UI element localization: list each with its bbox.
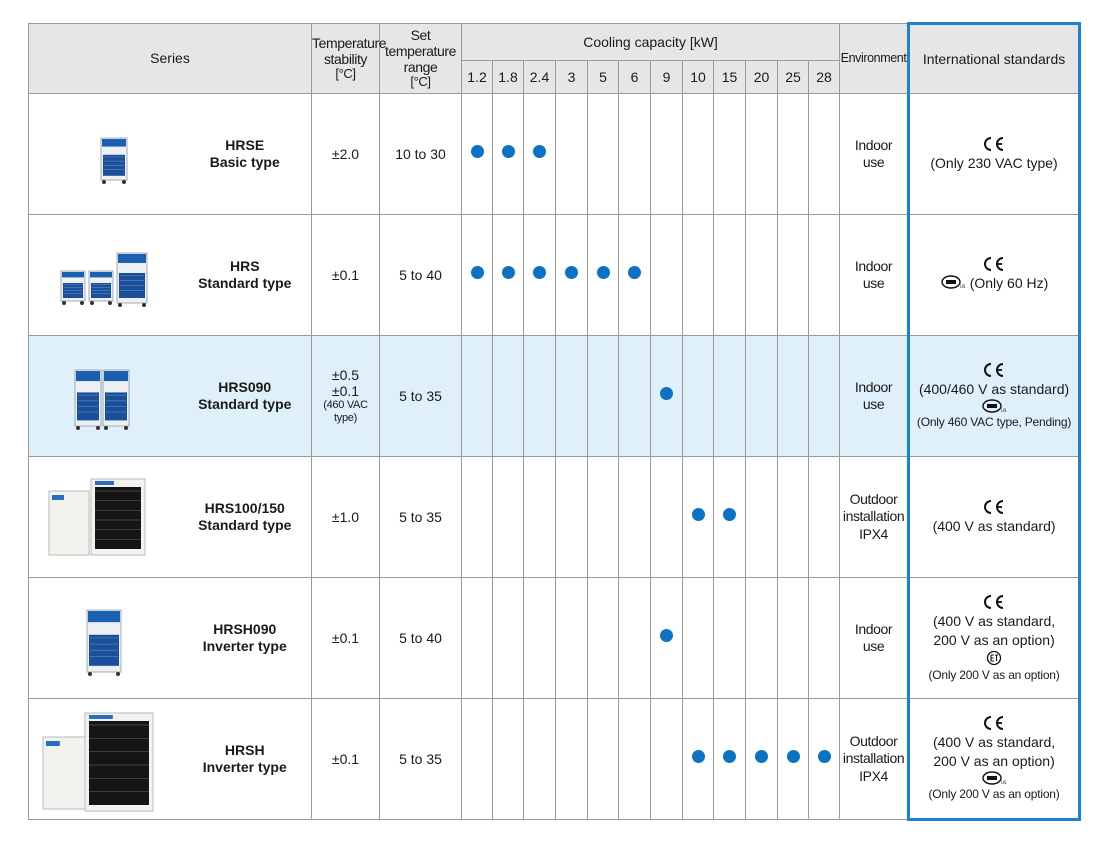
international-standards-header: International standards [909,24,1080,94]
series-name-cell [179,94,312,215]
svg-text:US: US [959,283,966,289]
series-name-cell [179,336,312,457]
temp-stability-cell [312,215,380,336]
international-standards-cell [909,578,1080,699]
capacity-cell [588,578,619,699]
ce-mark-icon [910,499,1078,517]
series-model: HRS090 [218,378,272,395]
series-header: Series [29,24,312,94]
capacity-dot-icon [597,266,610,279]
capacity-header-cell: 15 [714,61,746,94]
hrs090-chiller-image [29,340,179,452]
capacity-cell [524,578,556,699]
environment-cell [840,457,909,578]
temp-stability-value: ±0.1 [331,751,360,767]
capacity-cell [556,457,588,578]
capacity-cell [588,215,619,336]
temp-stability-cell [312,457,380,578]
series-image-cell [29,457,179,578]
capacity-cell [746,94,778,215]
capacity-header-cell: 10 [683,61,714,94]
series-type: Standard type [198,275,292,291]
environment-header: Environment [840,24,909,94]
hrs-chiller-image [29,219,179,331]
capacity-dot-icon [660,387,673,400]
set-temp-range-cell: 5 to 35 [380,336,462,457]
capacity-header-cell: 20 [746,61,778,94]
capacity-cell [588,94,619,215]
etl-mark-icon [910,650,1078,668]
set-temp-range-cell: 10 to 30 [380,94,462,215]
international-standards-cell [909,336,1080,457]
capacity-dot-icon [471,145,484,158]
capacity-dot-icon [533,266,546,279]
capacity-cell [683,457,714,578]
hrs100-chiller-image [29,461,179,573]
capacity-header-cell: 1.2 [462,61,493,94]
set-temp-range-unit: [°C] [410,74,431,90]
capacity-cell [619,457,651,578]
temp-stability-value: ±1.0 [331,509,360,525]
svg-text:US: US [1001,780,1007,786]
series-name-cell [179,457,312,578]
environment-line: use [862,275,885,291]
met-mark-icon [940,275,966,294]
table-row [29,457,1080,578]
capacity-cell [524,457,556,578]
capacity-cell [778,215,809,336]
temp-stability-value: ±0.5 [331,366,360,383]
met-mark-icon [910,399,1078,415]
capacity-cell [493,578,524,699]
temp-stability-value: ±0.1 [331,630,360,646]
capacity-cell [619,215,651,336]
standard-note-line [910,274,1078,294]
capacity-cell [524,94,556,215]
capacity-dot-icon [723,750,736,763]
temp-stability-value: ±0.1 [331,267,360,283]
hrsh090-chiller-image [29,582,179,694]
hrse-chiller-image [29,98,179,210]
capacity-dot-icon [628,266,641,279]
international-standards-cell [909,94,1080,215]
environment-line: IPX4 [859,525,888,542]
environment-cell [840,94,909,215]
capacity-dot-icon [502,145,515,158]
environment-line: Indoor [854,136,893,153]
capacity-cell [462,215,493,336]
table-row [29,336,1080,457]
series-type: Inverter type [202,638,287,654]
capacity-cell [493,94,524,215]
capacity-cell [462,457,493,578]
temp-stability-unit: [°C] [335,66,356,82]
capacity-cell [746,215,778,336]
series-type: Standard type [198,517,292,533]
environment-cell [840,336,909,457]
capacity-cell [809,457,840,578]
standard-note-line: (400/460 V as standard) [918,381,1070,398]
series-image-cell [29,215,179,336]
capacity-cell [809,94,840,215]
standard-note-line: (400 V as standard) [932,517,1056,534]
capacity-cell [683,699,714,820]
capacity-cell [714,336,746,457]
standard-note-line: 200 V as an option) [933,753,1055,770]
capacity-cell [714,578,746,699]
environment-cell [840,215,909,336]
capacity-cell [809,699,840,820]
capacity-cell [651,94,683,215]
capacity-cell [619,578,651,699]
capacity-cell [619,336,651,457]
capacity-cell [651,457,683,578]
standard-note-line: (400 V as standard, [932,734,1056,751]
capacity-cell [778,457,809,578]
environment-line: Indoor [854,257,893,274]
capacity-cell [556,94,588,215]
temp-stability-cell [312,578,380,699]
series-image-cell [29,94,179,215]
temp-stability-cell [312,336,380,457]
temp-stability-note: (460 VAC type) [323,398,368,424]
capacity-cell [778,94,809,215]
capacity-dot-icon [692,508,705,521]
capacity-cell [556,578,588,699]
capacity-cell [778,578,809,699]
capacity-cell [524,336,556,457]
series-model: HRS [229,257,260,274]
capacity-cell [493,336,524,457]
environment-line: IPX4 [859,767,888,784]
series-type: Basic type [209,154,280,170]
capacity-header-cell: 28 [809,61,840,94]
capacity-cell [683,578,714,699]
capacity-cell [746,699,778,820]
environment-line: Outdoor [849,490,898,507]
series-model: HRS100/150 [204,499,285,516]
capacity-cell [683,215,714,336]
capacity-cell [778,699,809,820]
capacity-cell [683,336,714,457]
series-model: HRSE [225,136,265,153]
cooling-capacity-header: Cooling capacity [kW] [462,24,840,61]
spec-table-container [28,22,1080,821]
ce-mark-icon [910,715,1078,733]
capacity-header-cell: 25 [778,61,809,94]
set-temp-range-label: Set temperature range [384,26,457,76]
capacity-dot-icon [660,629,673,642]
standard-note-text: (Only 60 Hz) [969,275,1049,292]
series-type: Inverter type [202,759,287,775]
temp-stability-value: ±0.1 [331,382,360,399]
standard-note-small: (Only 460 VAC type, Pending) [916,415,1072,430]
table-row [29,215,1080,336]
capacity-dot-icon [755,750,768,763]
capacity-cell [746,457,778,578]
capacity-cell [493,699,524,820]
capacity-cell [714,94,746,215]
series-model: HRSH090 [213,620,277,637]
svg-text:US: US [1001,408,1007,414]
environment-line: use [862,154,885,170]
set-temp-range-cell: 5 to 40 [380,578,462,699]
capacity-cell [588,336,619,457]
capacity-cell [746,336,778,457]
capacity-cell [651,699,683,820]
capacity-cell [462,699,493,820]
capacity-cell [493,215,524,336]
capacity-cell [651,336,683,457]
series-image-cell [29,336,179,457]
capacity-cell [524,215,556,336]
capacity-dot-icon [692,750,705,763]
international-standards-cell [909,215,1080,336]
capacity-header-cell: 1.8 [493,61,524,94]
temp-stability-value: ±2.0 [331,146,360,162]
temp-stability-cell [312,699,380,820]
temp-stability-label: Temperature stability [312,34,387,68]
capacity-dot-icon [471,266,484,279]
set-temp-range-header [380,24,462,94]
series-name-cell [179,215,312,336]
environment-line: installation [842,750,905,767]
capacity-header-cell: 2.4 [524,61,556,94]
set-temp-range-cell: 5 to 40 [380,215,462,336]
capacity-cell [556,336,588,457]
environment-line: use [862,638,885,654]
capacity-header-cell: 5 [588,61,619,94]
ce-mark-icon [910,594,1078,612]
standard-note-line: (Only 230 VAC type) [930,154,1058,171]
capacity-cell [556,215,588,336]
capacity-cell [714,699,746,820]
series-type: Standard type [198,396,292,412]
capacity-cell [493,457,524,578]
environment-line: Outdoor [849,732,898,749]
environment-line: Indoor [854,620,893,637]
capacity-header-cell: 3 [556,61,588,94]
standard-note-line: 200 V as an option) [933,631,1055,648]
chiller-spec-table [28,22,1081,821]
capacity-cell [462,94,493,215]
temp-stability-header [312,24,387,94]
set-temp-range-cell: 5 to 35 [380,457,462,578]
capacity-cell [619,699,651,820]
ce-mark-icon [910,136,1078,154]
environment-cell [840,699,909,820]
hrsh-chiller-image [29,703,179,815]
capacity-cell [683,94,714,215]
environment-line: use [862,396,885,412]
ce-mark-icon [910,256,1078,274]
standard-note-line: (400 V as standard, [932,612,1056,629]
capacity-cell [651,578,683,699]
ce-mark-icon [910,362,1078,380]
international-standards-cell [909,457,1080,578]
series-name-cell [179,578,312,699]
series-image-cell [29,699,179,820]
capacity-dot-icon [723,508,736,521]
capacity-cell [524,699,556,820]
temp-stability-cell [312,94,380,215]
capacity-header-cell: 6 [619,61,651,94]
standard-note-small: (Only 200 V as an option) [928,667,1060,682]
set-temp-range-cell: 5 to 35 [380,699,462,820]
capacity-cell [462,336,493,457]
capacity-dot-icon [565,266,578,279]
capacity-dot-icon [787,750,800,763]
table-body [29,94,1080,820]
header-row-1 [29,24,1080,61]
capacity-cell [746,578,778,699]
capacity-header-cell: 9 [651,61,683,94]
capacity-cell [809,336,840,457]
capacity-cell [619,94,651,215]
series-name-cell [179,699,312,820]
capacity-cell [809,215,840,336]
environment-line: Indoor [854,378,893,395]
capacity-cell [651,215,683,336]
met-mark-icon [910,771,1078,787]
capacity-cell [778,336,809,457]
table-row [29,94,1080,215]
capacity-cell [588,457,619,578]
capacity-cell [714,457,746,578]
capacity-cell [714,215,746,336]
capacity-cell [809,578,840,699]
standard-note-small: (Only 200 V as an option) [928,787,1060,802]
environment-cell [840,578,909,699]
capacity-cell [556,699,588,820]
capacity-dot-icon [818,750,831,763]
capacity-dot-icon [502,266,515,279]
capacity-cell [588,699,619,820]
capacity-dot-icon [533,145,546,158]
series-image-cell [29,578,179,699]
international-standards-cell [909,699,1080,820]
environment-line: installation [842,508,905,525]
series-model: HRSH [224,741,265,758]
capacity-cell [462,578,493,699]
table-row [29,578,1080,699]
table-row [29,699,1080,820]
